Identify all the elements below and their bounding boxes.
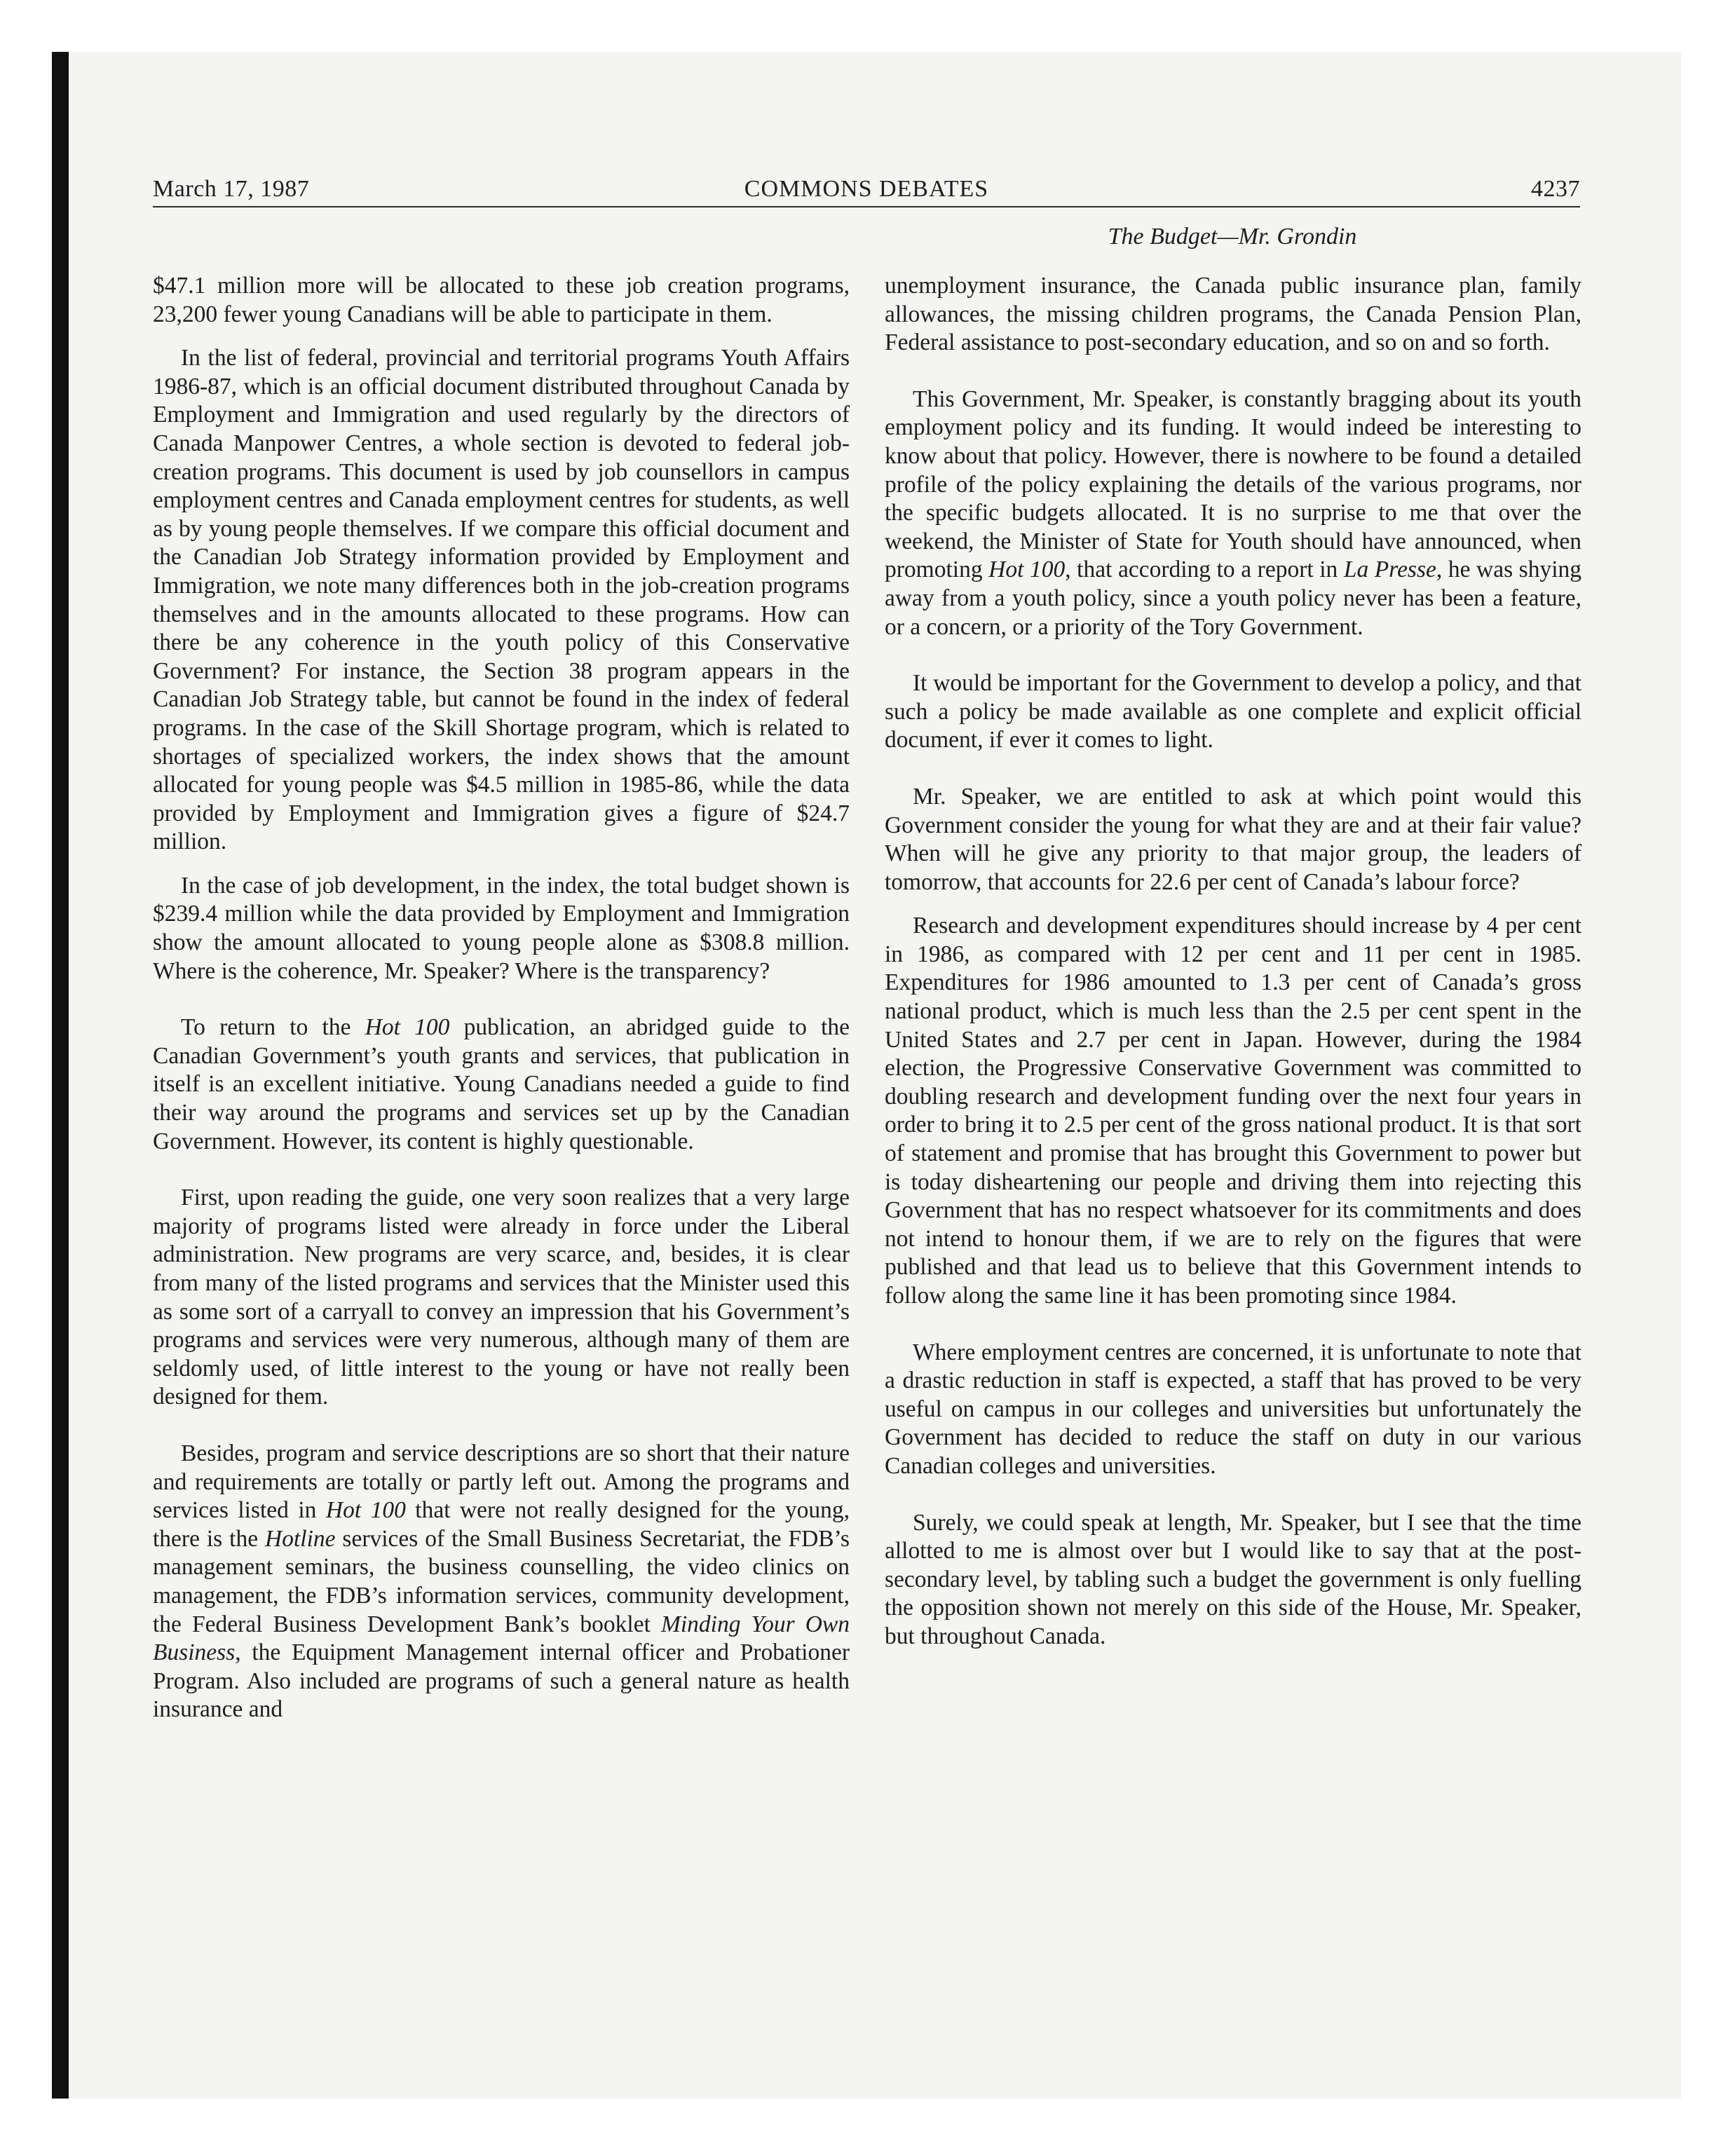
publication-title: Hot 100: [325, 1497, 406, 1524]
text-run: , he was shying away from a youth policy, since a youth policy never has been a feature, or a concern, or a priority of the Tory Government.: [885, 557, 1582, 640]
paragraph: In the list of federal, provincial and territorial programs Youth Affairs 1986-87, which is an official document distributed throughout Canada by Employment and Immigration and used regularly by the directors of Canada Manpower Centres, a whole section is devoted to federal job-creation programs. This document is used by job counsellors in campus employment centres and Canada employment centres for students, as well as by young people themselves. If we compare this official document and the Canadian Job Strategy information provided by Employment and Immigration, we note many differences both in the job-creation programs themselves and in the amounts allocated to these programs. How can there be any coherence in the youth policy of this Conservative Government? For instance, the Section 38 program appears in the Canadian Job Strategy table, but cannot be found in the index of federal programs. In the case of the Skill Shortage program, which is related to shortages of specialized workers, the index shows that the amount allocated for young people was $4.5 million in 1985-86, while the data provided by Employment and Immigration gives a figure of $24.7 million.: [153, 345, 850, 855]
paragraph: Research and development expenditures should increase by 4 per cent in 1986, as compared with 12 per cent and 11 per cent in 1985. Expenditures for 1986 amounted to 1.3 per cent of Canada’s gross national product, which is much less than the 2.5 per cent spent in the United States and 2.7 per cent in Japan. However, during the 1984 election, the Progressive Conservative Government was committed to doubling research and development funding over the next four years in order to bring it to 2.5 per cent of the gross national product. It is that sort of statement and promise that has brought this Government to power but is today disheartening our people and driving them into rejecting this Government that has no respect whatsoever for its commitments and does not intend to honour them, if we are to rely on the figures that were published and that lead us to believe that this Government intends to follow along the same line it has been promoting since 1984.: [885, 913, 1581, 1309]
paragraph: unemployment insurance, the Canada public insurance plan, family allowances, the missing children programs, the Canada Pension Plan, Federal assistance to post-secondary education, and so on and so forth.: [885, 273, 1581, 356]
running-head: [153, 172, 1580, 207]
text-run: publication, an abridged guide to the Canadian Government’s youth grants and services, that publication in itself is an excellent initiative. Young Canadians needed a guide to find their way around the programs and services set up by the Canadian Government. However, its content is highly questionable.: [153, 1014, 850, 1154]
section-heading: The Budget—Mr. Grondin: [1108, 224, 1357, 250]
paragraph: It would be important for the Government to develop a policy, and that such a policy be made available as one complete and explicit official document, if ever it comes to light.: [885, 670, 1581, 753]
text-run: , the Equipment Management internal officer and Probationer Program. Also included are programs of such a general nature as health insurance and: [153, 1639, 850, 1723]
header-date: March 17, 1987: [153, 176, 310, 202]
right-column: [885, 272, 1581, 1679]
text-run: services of the Small Business Secretariat, the FDB’s management seminars, the business counselling, the video clinics on management, the FDB’s information services, community development, the Federal Business Development Bank’s booklet: [153, 1525, 850, 1637]
paragraph: In the case of job development, in the index, the total budget shown is $239.4 million while the data provided by Employment and Immigration show the amount allocated to young people alone as $308.8 million. Where is the coherence, Mr. Speaker? Where is the transparency?: [153, 872, 850, 984]
paragraph: [153, 1440, 850, 1724]
paragraph: [153, 1014, 850, 1156]
newspaper-name: La Presse: [1343, 557, 1436, 583]
service-name: Hotline: [265, 1525, 336, 1552]
text-run: To return to the: [181, 1014, 365, 1041]
page-number: 4237: [1531, 176, 1580, 202]
publication-title: Hot 100: [988, 557, 1066, 583]
publication-title: Hot 100: [365, 1014, 450, 1041]
publication-title: Minding Your Own Business: [153, 1611, 850, 1666]
left-column: [153, 272, 850, 1752]
text-run: This Government, Mr. Speaker, is constantly bragging about its youth employment policy and its funding. It would indeed be interesting to know about that policy. However, there is nowhere to be found a detailed profile of the policy explaining the details of the various programs, nor the specific budgets allocated. It is no surprise to me that over the weekend, the Minister of State for Youth should have announced, when promoting: [885, 386, 1581, 583]
paragraph: Surely, we could speak at length, Mr. Speaker, but I see that the time allotted to me is almost over but I would like to say that at the post-secondary level, by tabling such a budget the government is only fuelling the opposition shown not merely on this side of the House, Mr. Speaker, but throughout Canada.: [885, 1509, 1581, 1649]
paragraph: [885, 386, 1581, 641]
text-run: that were not really designed for the young, there is the: [153, 1497, 850, 1552]
header-title: COMMONS DEBATES: [744, 176, 989, 202]
scan-edge: [52, 52, 69, 2099]
text-run: , that according to a report in: [1065, 557, 1344, 583]
paragraph: Where employment centres are concerned, it is unfortunate to note that a drastic reduction in staff is expected, a staff that has proved to be very useful on campus in our colleges and universities but unfortunately the Government has decided to reduce the staff on duty in our various Canadian colleges and universities.: [885, 1339, 1581, 1479]
paragraph: First, upon reading the guide, one very soon realizes that a very large majority of programs listed were already in force under the Liberal administration. New programs are very scarce, and, besides, it is clear from many of the listed programs and services that the Minister used this as some sort of a carryall to convey an impression that his Government’s programs and services were very numerous, although many of them are seldomly used, of little interest to the young or have not really been designed for them.: [153, 1185, 850, 1410]
paragraph: Mr. Speaker, we are entitled to ask at which point would this Government consider the young for what they are and at their fair value? When will he give any priority to that major group, the leaders of tomorrow, that accounts for 22.6 per cent of Canada’s labour force?: [885, 783, 1581, 895]
paragraph: $47.1 million more will be allocated to these job creation programs, 23,200 fewer young Canadians will be able to participate in them.: [153, 273, 850, 327]
text-run: Besides, program and service descriptions are so short that their nature and requirements are totally or partly left out. Among the programs and services listed in: [153, 1440, 850, 1524]
